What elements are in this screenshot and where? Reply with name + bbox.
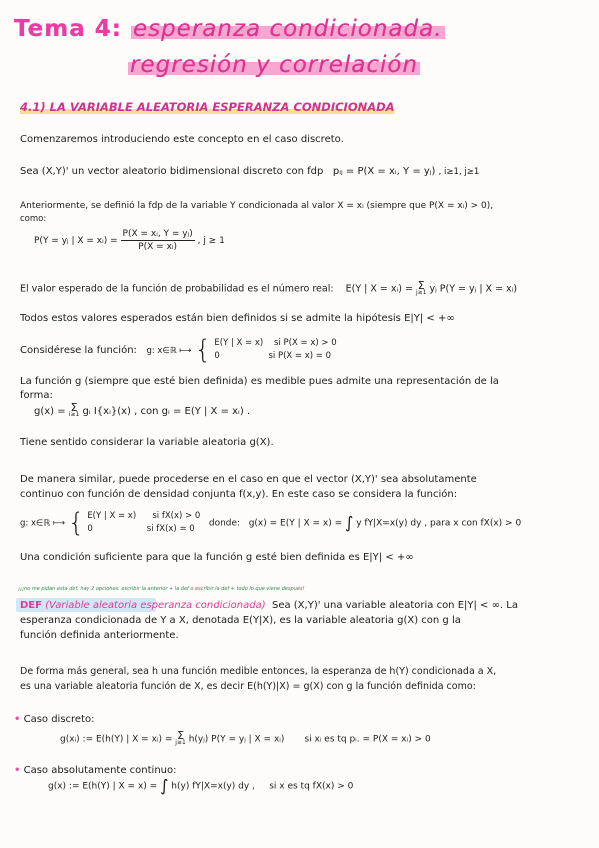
function-definition-discrete (20, 337, 337, 363)
page-subtitle (128, 52, 420, 78)
conditional-fraction (121, 228, 195, 253)
bullet-dot: • (14, 714, 21, 725)
section-heading: 4.1) LA VARIABLE ALEATORIA ESPERANZA CONDICIONADA (20, 100, 395, 114)
integrand: y fY|X=x(y) dy (356, 518, 422, 529)
paragraph-intro: Comenzaremos introduciendo este concepto en el caso discreto. (20, 134, 344, 145)
expected-text: El valor esperado de la función de probabilidad es el número real: (20, 283, 334, 295)
discrete-condition: si xᵢ es tq pᵢ. = P(X = xᵢ) > 0 (304, 734, 431, 745)
como-label: como: (20, 214, 47, 224)
case2-value: 0 (214, 351, 220, 361)
representation-tail: , con gᵢ = E(Y | X = xᵢ) . (134, 406, 251, 417)
integral-symbol: ∫ (160, 776, 169, 795)
def-label: DEF (20, 600, 42, 611)
discrete-rhs: h(yⱼ) P(Y = yⱼ | X = xᵢ) (188, 734, 285, 745)
paragraph-continuous-1: De manera similar, puede procederse en el caso en que el vector (X,Y)' sea absolutamente (20, 474, 477, 485)
discrete-formula (60, 729, 431, 746)
definition-line2: esperanza condicionada de Y a X, denotada E(Y|X), es la variable aleatoria g(X) con g la (20, 615, 461, 626)
title-tema: Tema 4: (14, 16, 122, 42)
fdp-formula: pᵢⱼ = P(X = xᵢ, Y = yⱼ) (332, 166, 436, 177)
representation-formula (34, 401, 251, 418)
paragraph-vector (20, 166, 479, 178)
vector-text: Sea (X,Y)' un vector aleatorio bidimensional discreto con fdp (20, 166, 324, 177)
case2-condition: si fX(x) = 0 (146, 524, 195, 534)
case1-value: E(Y | X = x) (214, 338, 264, 348)
conditional-lhs: P(Y = yⱼ | X = xᵢ) = (34, 236, 118, 246)
continuous-formula: g(x) = E(Y | X = x) = (248, 518, 343, 529)
continuous-integrand: h(y) fY|X=x(y) dy , (171, 781, 255, 792)
left-brace: { (194, 335, 212, 365)
case1-condition: si P(X = x) > 0 (274, 338, 337, 348)
function-cases (214, 337, 336, 363)
title-line2: regresión y correlación (130, 52, 419, 78)
function-definition-continuous (20, 510, 521, 536)
continuous-lhs: g(x) := E(h(Y) | X = x) = (48, 781, 158, 792)
paragraph-measurable: La función g (siempre que esté bien definida) es medible pues admite una representación de la (20, 376, 499, 387)
paragraph-general-2: es una variable aleatoria función de X, es decir E(h(Y)|X) = g(X) con g la función definida como: (20, 681, 476, 692)
sum-symbol: Σ j≥1 (415, 279, 427, 296)
conditional-indices: , j ≥ 1 (197, 236, 225, 246)
paragraph-sufficient-condition: Una condición suficiente para que la función g esté bien definida es E|Y| < +∞ (20, 552, 414, 563)
left-brace: { (67, 508, 85, 538)
paragraph-continuous-2: continuo con función de densidad conjunta f(x,y). En este caso se considera la función: (20, 489, 458, 500)
bullet-continuous-label: Caso absolutamente continuo: (23, 765, 177, 776)
sum-symbol: Σ i≥1 (68, 401, 80, 418)
bullet-discrete (14, 714, 95, 726)
continuous-condition: si x es tq fX(x) > 0 (269, 781, 354, 792)
considerese-text: Considérese la función: (20, 345, 137, 356)
representation-rhs: gᵢ I{xᵢ}(x) (82, 406, 131, 417)
margin-note: ¡¡¡no me pidan esta def, hay 2 opciones: escribir la anterior + la def o escribir la def + todo lo que viene después! (18, 586, 305, 592)
paragraph-hypothesis: Todos estos valores esperados están bien definidos si se admite la hipótesis E|Y| < +∞ (20, 313, 455, 324)
paragraph-measurable-forma: forma: (20, 390, 53, 401)
integral-symbol: ∫ (345, 513, 354, 532)
bullet-dot: • (14, 765, 21, 776)
discrete-lhs: g(xᵢ) := E(h(Y) | X = xᵢ) = (60, 734, 173, 745)
sum-symbol: Σ j≥1 (175, 729, 186, 746)
bullet-discrete-label: Caso discreto: (23, 714, 95, 725)
function-map: g: x∈ℝ ⟼ (20, 518, 66, 529)
case1-value: E(Y | X = x) (87, 511, 137, 521)
def-title: (Variable aleatoria esperanza condicionada) (45, 600, 266, 611)
expected-lhs: E(Y | X = xᵢ) = (345, 283, 413, 295)
donde-label: donde: (208, 518, 241, 529)
fraction-denominator: P(X = xᵢ) (138, 242, 178, 252)
case1-condition: si fX(x) > 0 (152, 511, 201, 521)
function-cases (87, 510, 200, 536)
paragraph-conditional: Anteriormente, se definió la fdp de la variable Y condicionada al valor X = xᵢ (siempre que P(X = xᵢ) > 0), (20, 201, 494, 211)
case2-condition: si P(X = x) = 0 (268, 351, 332, 361)
formula-condition: , para x con fX(x) > 0 (424, 518, 522, 529)
case2-value: 0 (87, 524, 93, 534)
fdp-indices: , i≥1, j≥1 (438, 167, 480, 177)
fraction-numerator: P(X = xᵢ, Y = yⱼ) (122, 229, 193, 239)
definition-line1 (20, 600, 518, 612)
title-line1: esperanza condicionada. (132, 16, 443, 42)
paragraph-expected-value (20, 279, 518, 296)
continuous-case-formula (48, 776, 354, 795)
definition-line3: función definida anteriormente. (20, 630, 179, 641)
bullet-continuous (14, 765, 176, 777)
representation-lhs: g(x) = (34, 406, 66, 417)
page-title (14, 16, 445, 42)
expected-rhs: yⱼ P(Y = yⱼ | X = xᵢ) (429, 283, 518, 295)
conditional-formula (34, 228, 225, 253)
def-text-1: Sea (X,Y)' una variable aleatoria con E|Y| < ∞. La (271, 600, 518, 611)
function-map: g: x∈ℝ ⟼ (146, 346, 192, 356)
paragraph-general-1: De forma más general, sea h una función medible entonces, la esperanza de h(Y) condicionada a X, (20, 666, 497, 677)
paragraph-random-variable: Tiene sentido considerar la variable aleatoria g(X). (20, 437, 274, 448)
